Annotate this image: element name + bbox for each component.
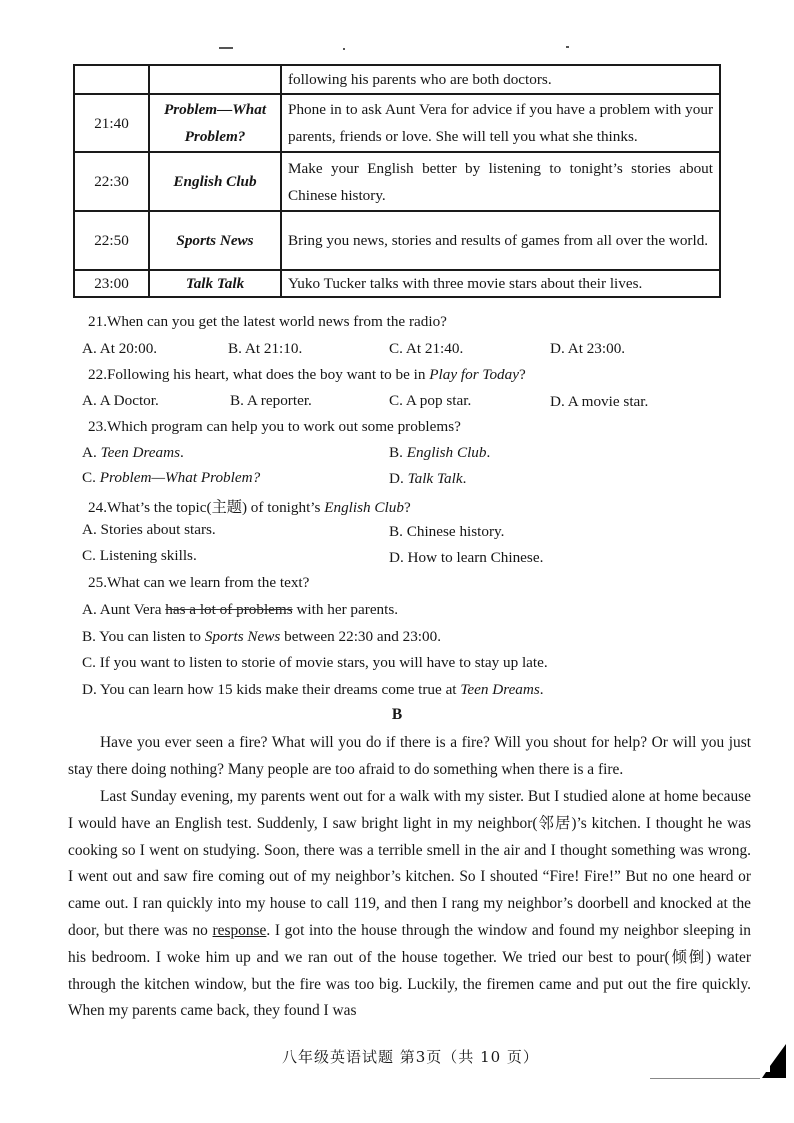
page-footer: 八年级英语试题 第3页（共 10 页） xyxy=(282,1048,539,1066)
program-title: English Club xyxy=(324,499,404,516)
option-end: . xyxy=(462,470,467,487)
q25-option-d[interactable] xyxy=(82,681,544,699)
q22-option-d[interactable]: D. A movie star. xyxy=(550,393,649,410)
option-text: A. Aunt Vera xyxy=(82,601,166,618)
q23-option-a[interactable] xyxy=(82,444,184,462)
q23-option-d[interactable] xyxy=(389,470,466,488)
option-text: D. You can learn how 15 kids make their dreams come true at xyxy=(82,681,461,698)
struck-text: has a lot of problems xyxy=(165,601,293,618)
passage-paragraph: Have you ever seen a fire? What will you do if there is a fire? Will you shout for help? Or will you just stay there doing nothing? Many people are too afraid to do something when there is a fire. xyxy=(68,734,751,778)
table-row xyxy=(74,94,720,152)
q21-option-d[interactable]: D. At 23:00. xyxy=(550,340,626,357)
option-text: Teen Dreams xyxy=(100,444,181,461)
paragraph-text-end: . I got into the house through the window and found my neighbor sleeping in his bedroom. I woke him up and we ran out of the house together. We tried our best to pour(倾倒) water through the kitchen window, but the fire was too big. Luckily, the firemen came and put out the fire quickly. When my parents came back, they found I was xyxy=(68,921,751,1020)
scan-speck xyxy=(219,47,233,49)
program-title: Play for Today xyxy=(429,366,519,383)
program-title: Sports News xyxy=(204,628,281,645)
option-text: B. You can listen to xyxy=(82,628,205,645)
passage-paragraph xyxy=(68,784,751,1025)
option-end: . xyxy=(486,444,491,461)
question-stem: What’s the topic(主题) of tonight’s xyxy=(106,499,325,516)
option-text: Talk Talk xyxy=(407,470,463,487)
description-cell: Phone in to ask Aunt Vera for advice if you have a problem with your parents, friends or love. She will tell you what she thinks. xyxy=(281,94,720,152)
q25-option-c[interactable] xyxy=(82,654,548,672)
option-text: English Club xyxy=(406,444,487,461)
option-text: C. If you want to listen to storie of movie stars, you will have to stay up late. xyxy=(82,654,548,671)
paragraph-text: Last Sunday evening, my parents went out for a walk with my sister. But I studied alone at home because I would have an English test. Suddenly, I saw bright light in my neighbor(邻居)’s kitchen. I thought he was cooking so I went on studying. Soon, there was a terrible smell in the air and I thought something was wrong. I went out and saw fire coming out of my neighbor’s kitchen. So I shouted “Fire! Fire!” But no one heard or came out. I ran quickly into my house to call 119, and then I rang my neighbor’s doorbell and knocked at the door, but there was no xyxy=(68,788,751,939)
time-cell: 22:30 xyxy=(74,152,149,211)
question-number: 21. xyxy=(88,313,107,330)
option-letter: B. xyxy=(389,444,407,461)
description-cell: Yuko Tucker talks with three movie stars about their lives. xyxy=(281,270,720,297)
time-cell: 22:50 xyxy=(74,211,149,270)
scan-speck xyxy=(343,48,345,50)
question-stem: When can you get the latest world news from the radio? xyxy=(106,313,447,330)
program-title: Teen Dreams xyxy=(460,681,540,698)
q22-option-b[interactable]: B. A reporter. xyxy=(230,392,312,409)
question-23 xyxy=(88,418,461,436)
program-cell: Sports News xyxy=(149,211,281,270)
time-cell xyxy=(74,65,149,94)
question-21 xyxy=(88,313,447,331)
table-row xyxy=(74,270,720,297)
corner-mark-icon xyxy=(760,1044,788,1080)
q21-option-c[interactable]: C. At 21:40. xyxy=(389,340,464,357)
q21-option-b[interactable]: B. At 21:10. xyxy=(228,340,303,357)
q22-option-c[interactable]: C. A pop star. xyxy=(389,392,472,409)
option-text-end: . xyxy=(539,681,544,698)
question-stem: Following his heart, what does the boy want to be in xyxy=(106,366,430,383)
time-cell: 21:40 xyxy=(74,94,149,152)
program-cell: Talk Talk xyxy=(149,270,281,297)
question-number: 22. xyxy=(88,366,107,383)
question-stem: What can we learn from the text? xyxy=(106,574,310,591)
scan-line xyxy=(650,1078,760,1079)
option-end: . xyxy=(180,444,184,461)
table-row xyxy=(74,65,720,94)
section-title: B xyxy=(391,706,403,723)
option-text-end: with her parents. xyxy=(292,601,399,618)
q24-option-b[interactable]: B. Chinese history. xyxy=(389,523,505,540)
question-24 xyxy=(88,496,411,517)
q22-option-a[interactable]: A. A Doctor. xyxy=(82,392,159,409)
table-row xyxy=(74,152,720,211)
q24-option-d[interactable]: D. How to learn Chinese. xyxy=(389,549,544,566)
option-letter: A. xyxy=(82,444,101,461)
option-text: Problem—What Problem? xyxy=(99,469,261,486)
question-25 xyxy=(88,574,309,592)
option-text-end: between 22:30 and 23:00. xyxy=(280,628,442,645)
q23-option-c[interactable] xyxy=(82,469,260,487)
q25-option-a[interactable] xyxy=(82,601,398,619)
program-cell: Problem—What Problem? xyxy=(149,94,281,152)
program-cell xyxy=(149,65,281,94)
table-row xyxy=(74,211,720,270)
question-stem: Which program can help you to work out some problems? xyxy=(106,418,461,435)
question-stem-end: ? xyxy=(403,499,411,516)
question-22 xyxy=(88,366,526,384)
question-number: 23. xyxy=(88,418,107,435)
question-number: 25. xyxy=(88,574,107,591)
program-schedule-table xyxy=(73,64,721,298)
q21-option-a[interactable]: A. At 20:00. xyxy=(82,340,158,357)
option-letter: D. xyxy=(389,470,408,487)
q24-option-a[interactable]: A. Stories about stars. xyxy=(82,521,216,538)
q23-option-b[interactable] xyxy=(389,444,490,462)
description-cell: Make your English better by listening to tonight’s stories about Chinese history. xyxy=(281,152,720,211)
q24-option-c[interactable]: C. Listening skills. xyxy=(82,547,197,564)
question-number: 24. xyxy=(88,499,107,516)
description-cell: following his parents who are both doctors. xyxy=(281,65,720,94)
option-letter: C. xyxy=(82,469,100,486)
description-cell: Bring you news, stories and results of games from all over the world. xyxy=(281,211,720,270)
q25-option-b[interactable] xyxy=(82,628,441,646)
time-cell: 23:00 xyxy=(74,270,149,297)
scan-speck xyxy=(566,46,569,48)
program-cell: English Club xyxy=(149,152,281,211)
underlined-word: response xyxy=(212,921,267,939)
question-stem-end: ? xyxy=(519,366,526,383)
